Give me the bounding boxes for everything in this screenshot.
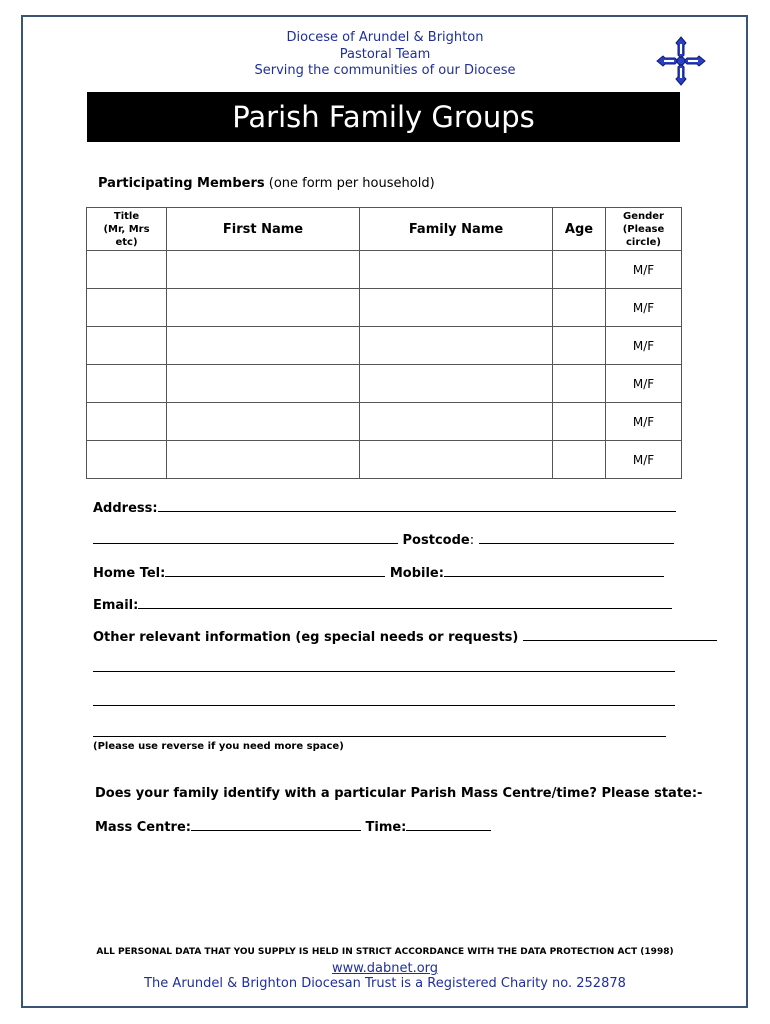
title-cell[interactable] <box>87 327 167 365</box>
age-cell[interactable] <box>553 403 606 441</box>
address-field[interactable] <box>158 498 676 512</box>
cross-icon <box>655 35 707 87</box>
age-cell[interactable] <box>553 289 606 327</box>
title-cell[interactable] <box>87 365 167 403</box>
gender-cell[interactable]: M/F <box>606 289 682 327</box>
page-title: Parish Family Groups <box>87 92 680 142</box>
address-row <box>93 498 676 516</box>
table-row <box>87 403 682 441</box>
first-name-cell[interactable] <box>167 251 360 289</box>
age-cell[interactable] <box>553 441 606 479</box>
first-name-cell[interactable] <box>167 365 360 403</box>
address-line2-field[interactable] <box>93 530 398 544</box>
col-age: Age <box>553 208 606 251</box>
other-info-field[interactable] <box>523 627 717 641</box>
age-cell[interactable] <box>553 327 606 365</box>
mass-centre-label: Mass Centre: <box>95 820 191 835</box>
table-header-row <box>87 208 682 251</box>
other-info-row <box>93 627 717 645</box>
postcode-field[interactable] <box>479 530 674 544</box>
table-row <box>87 327 682 365</box>
col-title: Title (Mr, Mrs etc) <box>87 208 167 251</box>
table-row <box>87 441 682 479</box>
mass-row <box>95 817 491 835</box>
time-field[interactable] <box>406 817 491 831</box>
email-row <box>93 595 672 613</box>
members-heading <box>98 176 435 191</box>
first-name-cell[interactable] <box>167 327 360 365</box>
family-name-cell[interactable] <box>360 251 553 289</box>
home-tel-field[interactable] <box>165 563 385 577</box>
gender-cell[interactable]: M/F <box>606 441 682 479</box>
address-label: Address: <box>93 501 158 516</box>
table-row <box>87 289 682 327</box>
first-name-cell[interactable] <box>167 403 360 441</box>
members-heading-bold: Participating Members <box>98 176 265 191</box>
table-row <box>87 365 682 403</box>
other-info-label: Other relevant information (eg special needs or requests) <box>93 630 519 645</box>
other-info-line-2[interactable] <box>93 705 675 706</box>
family-name-cell[interactable] <box>360 289 553 327</box>
family-name-cell[interactable] <box>360 441 553 479</box>
first-name-cell[interactable] <box>167 441 360 479</box>
first-name-cell[interactable] <box>167 289 360 327</box>
col-gender: Gender (Please circle) <box>606 208 682 251</box>
mass-centre-field[interactable] <box>191 817 361 831</box>
title-cell[interactable] <box>87 403 167 441</box>
reverse-note: (Please use reverse if you need more space) <box>93 741 344 752</box>
team-name: Pastoral Team <box>339 47 431 62</box>
email-label: Email: <box>93 598 139 613</box>
age-cell[interactable] <box>553 365 606 403</box>
family-name-cell[interactable] <box>360 327 553 365</box>
website-link[interactable]: www.dabnet.org <box>331 961 439 976</box>
gender-cell[interactable]: M/F <box>606 251 682 289</box>
gender-cell[interactable]: M/F <box>606 327 682 365</box>
title-cell[interactable] <box>87 251 167 289</box>
col-family-name: Family Name <box>360 208 553 251</box>
family-name-cell[interactable] <box>360 403 553 441</box>
time-label: Time: <box>365 820 407 835</box>
title-cell[interactable] <box>87 289 167 327</box>
members-table <box>86 207 682 479</box>
table-row <box>87 251 682 289</box>
other-info-line-1[interactable] <box>93 671 675 672</box>
gender-cell[interactable]: M/F <box>606 365 682 403</box>
postcode-label: Postcode <box>402 533 470 548</box>
gender-cell[interactable]: M/F <box>606 403 682 441</box>
tagline: Serving the communities of our Diocese <box>254 63 516 78</box>
members-heading-note: (one form per household) <box>264 176 435 191</box>
diocese-name: Diocese of Arundel & Brighton <box>286 30 484 45</box>
postcode-row: Postcode: <box>93 530 674 548</box>
data-protection-notice: ALL PERSONAL DATA THAT YOU SUPPLY IS HELD IN STRICT ACCORDANCE WITH THE DATA PROTECTION ACT (1998) <box>96 947 674 957</box>
title-cell[interactable] <box>87 441 167 479</box>
home-tel-label: Home Tel: <box>93 566 166 581</box>
mass-question: Does your family identify with a particular Parish Mass Centre/time? Please state:- <box>95 786 703 801</box>
email-field[interactable] <box>138 595 672 609</box>
age-cell[interactable] <box>553 251 606 289</box>
phone-row <box>93 563 664 581</box>
charity-notice: The Arundel & Brighton Diocesan Trust is a Registered Charity no. 252878 <box>144 976 626 991</box>
mobile-field[interactable] <box>444 563 664 577</box>
col-first-name: First Name <box>167 208 360 251</box>
mobile-label: Mobile: <box>389 566 444 581</box>
other-info-line-3[interactable] <box>93 736 666 737</box>
family-name-cell[interactable] <box>360 365 553 403</box>
